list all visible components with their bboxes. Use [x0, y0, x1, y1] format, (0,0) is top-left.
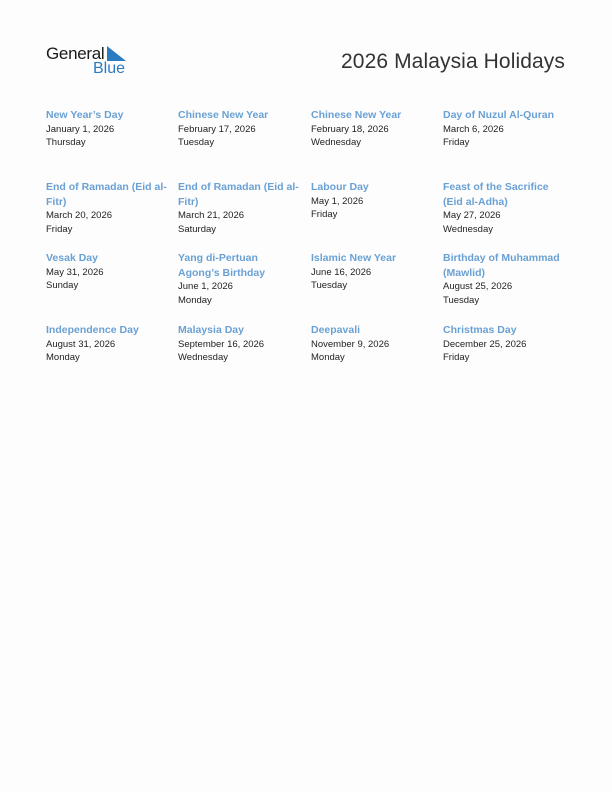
holiday-name: End of Ramadan (Eid al-Fitr)	[46, 181, 167, 208]
holiday-date: March 6, 2026	[443, 123, 504, 135]
holiday-weekday: Tuesday	[311, 280, 348, 291]
holiday-entry	[46, 251, 170, 293]
holiday-date: March 20, 2026	[46, 210, 113, 221]
holiday-weekday: Monday	[178, 294, 212, 306]
holiday-entry	[178, 251, 302, 307]
holiday-weekday: Wednesday	[311, 137, 361, 148]
holiday-date: August 31, 2026	[46, 338, 116, 350]
holiday-entry	[46, 323, 170, 365]
holiday-entry	[178, 108, 302, 150]
holiday-weekday: Friday	[443, 352, 470, 363]
holiday-date: May 31, 2026	[46, 266, 104, 278]
holiday-name: Christmas Day	[443, 324, 517, 336]
logo-text-general: General	[46, 44, 105, 63]
holiday-entry	[311, 108, 435, 150]
holiday-name: Malaysia Day	[178, 324, 244, 336]
holiday-weekday: Tuesday	[178, 137, 215, 148]
holiday-weekday: Friday	[443, 137, 470, 148]
holiday-date: May 1, 2026	[311, 195, 364, 207]
holiday-name: Chinese New Year	[178, 109, 269, 121]
holiday-weekday: Wednesday	[443, 223, 493, 235]
holiday-date: November 9, 2026	[311, 338, 390, 350]
holiday-entry	[311, 180, 435, 222]
holiday-entry	[46, 108, 170, 150]
holiday-weekday: Friday	[311, 209, 338, 220]
holiday-date: December 25, 2026	[443, 338, 527, 350]
holiday-name: Feast of the Sacrifice (Eid al-Adha)	[443, 181, 549, 208]
holiday-date: January 1, 2026	[46, 123, 115, 135]
page-title: 2026 Malaysia Holidays	[341, 50, 565, 73]
holiday-date: September 16, 2026	[178, 338, 265, 350]
holiday-weekday: Thursday	[46, 137, 86, 148]
holiday-name: Birthday of Muhammad (Mawlid)	[443, 252, 560, 279]
holiday-entry	[46, 180, 170, 236]
holiday-entry	[443, 180, 567, 236]
brand-logo	[46, 44, 136, 80]
holiday-entry	[443, 323, 567, 365]
holiday-weekday: Wednesday	[178, 352, 228, 363]
logo-text-blue: Blue	[93, 60, 126, 77]
holiday-entry	[311, 251, 435, 293]
holiday-weekday: Monday	[311, 352, 345, 363]
holiday-name: Islamic New Year	[311, 252, 397, 264]
holiday-weekday: Friday	[46, 223, 73, 235]
holiday-entry	[443, 108, 567, 150]
holiday-name: Deepavali	[311, 324, 361, 336]
holiday-entry	[178, 323, 302, 365]
holiday-name: Independence Day	[46, 324, 139, 336]
holiday-date: March 21, 2026	[178, 210, 245, 221]
holiday-date: February 18, 2026	[311, 123, 389, 135]
holiday-weekday: Saturday	[178, 223, 217, 235]
holiday-entry	[178, 180, 302, 236]
holiday-date: June 1, 2026	[178, 281, 233, 292]
holiday-entry	[311, 323, 435, 365]
holiday-name: Labour Day	[311, 181, 369, 193]
holiday-name: Day of Nuzul Al-Quran	[443, 109, 555, 121]
holiday-weekday: Tuesday	[443, 294, 480, 306]
holiday-weekday: Sunday	[46, 280, 79, 291]
holiday-name: Vesak Day	[46, 252, 98, 264]
holiday-name: Yang di-Pertuan Agong’s Birthday	[178, 252, 266, 279]
holiday-date: August 25, 2026	[443, 281, 513, 292]
holiday-date: May 27, 2026	[443, 210, 501, 221]
holiday-date: February 17, 2026	[178, 123, 256, 135]
holiday-entry	[443, 251, 567, 307]
holiday-name: End of Ramadan (Eid al-Fitr)	[178, 181, 299, 208]
holiday-date: June 16, 2026	[311, 266, 372, 278]
holiday-weekday: Monday	[46, 352, 80, 363]
holiday-name: New Year’s Day	[46, 109, 124, 121]
holiday-name: Chinese New Year	[311, 109, 402, 121]
